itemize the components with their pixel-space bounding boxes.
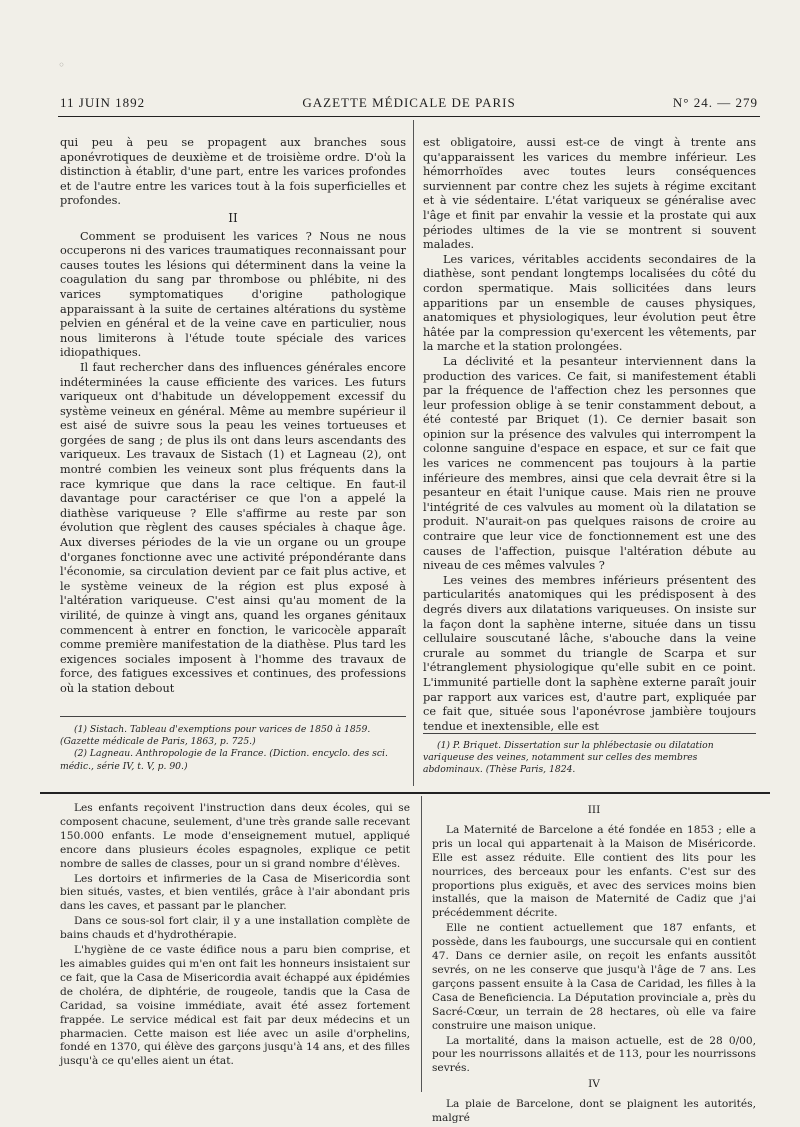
paragraph: qui peu à peu se propagent aux branches sous aponévrotiques de deuxième et de troisième ordre. D'où la distinction à établir, d'une part, entre les varices profondes et de l'autre entre les varices tout à la fois superficielles et profondes.: [60, 136, 406, 208]
paragraph: est obligatoire, aussi est-ce de vingt à trente ans qu'apparaissent les varices du membre inférieur. Les hémorrhoïdes avec toutes leurs conséquences surviennent par contre chez les sujets à régime excitant et à vie sédentaire. L'état variqueux se généralise avec l'âge et finit par envahir la vessie et la prostate qui aux périodes ultimes de la vie se montrent si souvent malades.: [423, 136, 756, 252]
section-heading: IV: [588, 1078, 600, 1091]
column-right-top: [423, 136, 756, 734]
paragraph: Les enfants reçoivent l'instruction dans deux écoles, qui se composent chacune, seulement, d'une très grande salle recevant 150.000 enfants. Le mode d'enseignement mutuel, appliqué encore dans plusieurs écoles espagnoles, explique ce petit nombre de salles de classes, pour un si grand nombre d'élèves.: [60, 802, 410, 870]
section-separator-rule: [40, 792, 770, 794]
header-issue: N° 24. — 279: [672, 95, 758, 110]
paragraph: Il faut rechercher dans des influences générales encore indéterminées la cause efficiente des varices. Les futurs variqueux ont d'habitude un développement excessif du système veineux en général. Même au membre supérieur il est aisé de suivre sous la peau les veines tortueuses et gorgées de sang ; de plus ils ont dans leurs ascendants des variqueux. Les travaux de Sistach (1) et Lagneau (2), ont montré combien les veineux sont plus fréquents dans la race kymrique que dans la race celtique. En faut-il davantage pour caractériser ce que l'on a appelé la diathèse variqueuse ? Elle s'affirme au reste par son évolution que règlent des causes spéciales à chaque âge. Aux diverses périodes de la vie un organe ou un groupe d'organes fonctionne avec une activité prépondérante dans l'économie, sa circulation devient par ce fait plus active, et le système veineux de la région est plus exposé à l'altération variqueuse. C'est ainsi qu'au moment de la virilité, de quinze à vingt ans, quand les organes génitaux commencent à entrer en fonction, le varicocèle apparaît comme première manifestation de la diathèse. Plus tard les exigences sociales imposent à l'homme des travaux de force, des fatigues excessives et continues, des professions où la station debout: [60, 360, 406, 695]
paragraph: Comment se produisent les varices ? Nous ne nous occuperons ni des varices traumatiques reconnaissant pour causes toutes les lésions qui déterminent dans la veine la coagulation du sang par thrombose ou phlébite, ni des varices symptomatiques d'origine pathologique apparaissant à la suite de certaines altérations du système pelvien en général et de la veine cave en particulier, nous nous limiterons à l'étude toute spéciale des varices idiopathiques.: [60, 229, 406, 360]
column-left-bottom: [60, 802, 410, 1070]
header-rule: [58, 116, 760, 117]
paragraph: La déclivité et la pesanteur interviennent dans la production des varices. Ce fait, si manifestement établi par la fréquence de l'affection chez les personnes que leur profession oblige à se tenir constamment debout, a été contesté par Briquet (1). Ce dernier basait son opinion sur la présence des valvules qui interrompent la colonne sanguine d'espace en espace, et sur ce fait que les varices ne commencent pas toujours à la partie inférieure des membres, ainsi que cela devrait être si la pesanteur en était l'unique cause. Mais rien ne prouve l'intégrité de ces valvules au moment où la dilatation se produit. N'aurait-on pas quelques raisons de croire au contraire que leur vice de fonctionnement est une des causes de l'affection, puisque l'altération débute au niveau de ces mêmes valvules ?: [423, 354, 756, 573]
column-divider: [413, 120, 414, 786]
footnote-rule: [423, 733, 756, 734]
footnote-rule: [60, 716, 406, 717]
paragraph: Les veines des membres inférieurs présentent des particularités anatomiques qui les prédisposent à des degrés divers aux dilatations variqueuses. On insiste sur la façon dont la saphène interne, située dans un tissu cellulaire souscutané lâche, s'abouche dans la veine crurale au sommet du triangle de Scarpa et sur l'étranglement physiologique qu'elle subit en ce point. L'immunité partielle dont la saphène externe paraît jouir par rapport aux varices est, d'autre part, expliquée par ce fait que, située sous l'aponévrose jambière toujours tendue et inextensible, elle est: [423, 573, 756, 733]
paragraph: Les dortoirs et infirmeries de la Casa de Misericordia sont bien situés, vastes, et bien ventilés, grâce à l'air abondant pris dans les caves, et passant par le plancher.: [60, 872, 410, 913]
column-divider: [421, 796, 422, 1092]
paragraph: Les varices, véritables accidents secondaires de la diathèse, sont pendant longtemps localisées du côté du cordon spermatique. Mais sollicitées dans leurs apparitions par un ensemble de causes physiques, anatomiques et physiologiques, leur évolution peut être hâtée par la compression qu'exercent les vêtements, par la marche et la station prolongées.: [423, 252, 756, 354]
paragraph: La Maternité de Barcelone a été fondée en 1853 ; elle a pris un local qui appartenait à la Maison de Miséricorde. Elle est assez réduite. Elle contient des lits pour les nourrices, des berceaux pour les enfants. C'est sur des proportions plus exiguës, et avec des services moins bien installés, que la maison de Maternité de Cadiz que j'ai précédemment décrite.: [432, 823, 756, 920]
paragraph: Elle ne contient actuellement que 187 enfants, et possède, dans les faubourgs, une succursale qui en contient 47. Dans ce dernier asile, on reçoit les enfants aussitôt sevrés, on ne les conserve que jusqu'à l'âge de 7 ans. Les garçons passent ensuite à la Casa de Caridad, les filles à la Casa de Beneficiencia. La Députation provinciale a, près du Sacré-Cœur, un terrain de 28 hectares, où elle va faire construire une maison unique.: [432, 922, 756, 1032]
paragraph: La mortalité, dans la maison actuelle, est de 28 0/00, pour les nourrissons allaités et de 113, pour les nourrissons sevrés.: [432, 1034, 756, 1075]
footnote: (1) P. Briquet. Dissertation sur la phlébectasie ou dilatation variqueuse des veines, notamment sur celles des membres abdominaux. (Thèse Paris, 1824.: [423, 740, 714, 776]
section-heading: III: [587, 804, 601, 816]
section-heading: II: [228, 210, 238, 225]
page-header: [60, 92, 758, 114]
paragraph: L'hygiène de ce vaste édifice nous a paru bien comprise, et les aimables guides qui m'en ont fait les honneurs insistaient sur ce fait, que la Casa de Misericordia avait échappé aux épidémies de choléra, de diphtérie, de rougeole, tandis que la Casa de Caridad, sa voisine immédiate, avait été assez fortement frappée. Le service médical est fait par deux médecins et un pharmacien. Cette maison est liée avec un asile d'orphelins, fondé en 1370, qui élève des garçons jusqu'à 14 ans, et des filles jusqu'à ce qu'elles aient un état.: [60, 944, 410, 1068]
footnotes-left: [60, 724, 406, 773]
column-left-top: [60, 136, 406, 697]
footnotes-right: [423, 740, 756, 777]
footnote: (2) Lagneau. Anthropologie de la France. (Diction. encyclo. des sci. médic., série IV, t. V, p. 90.): [60, 748, 388, 772]
header-title: GAZETTE MÉDICALE DE PARIS: [302, 95, 516, 110]
header-date: 11 JUIN 1892: [60, 95, 146, 110]
paragraph: La plaie de Barcelone, dont se plaignent les autorités, malgré: [432, 1098, 756, 1125]
faded-header-stamp: ◦: [58, 58, 67, 72]
column-right-bottom: [432, 802, 756, 1127]
paragraph: Dans ce sous-sol fort clair, il y a une installation complète de bains chauds et d'hydrothérapie.: [60, 915, 410, 942]
footnote: (1) Sistach. Tableau d'exemptions pour varices de 1850 à 1859. (Gazette médicale de Paris, 1863, p. 725.): [60, 724, 371, 748]
